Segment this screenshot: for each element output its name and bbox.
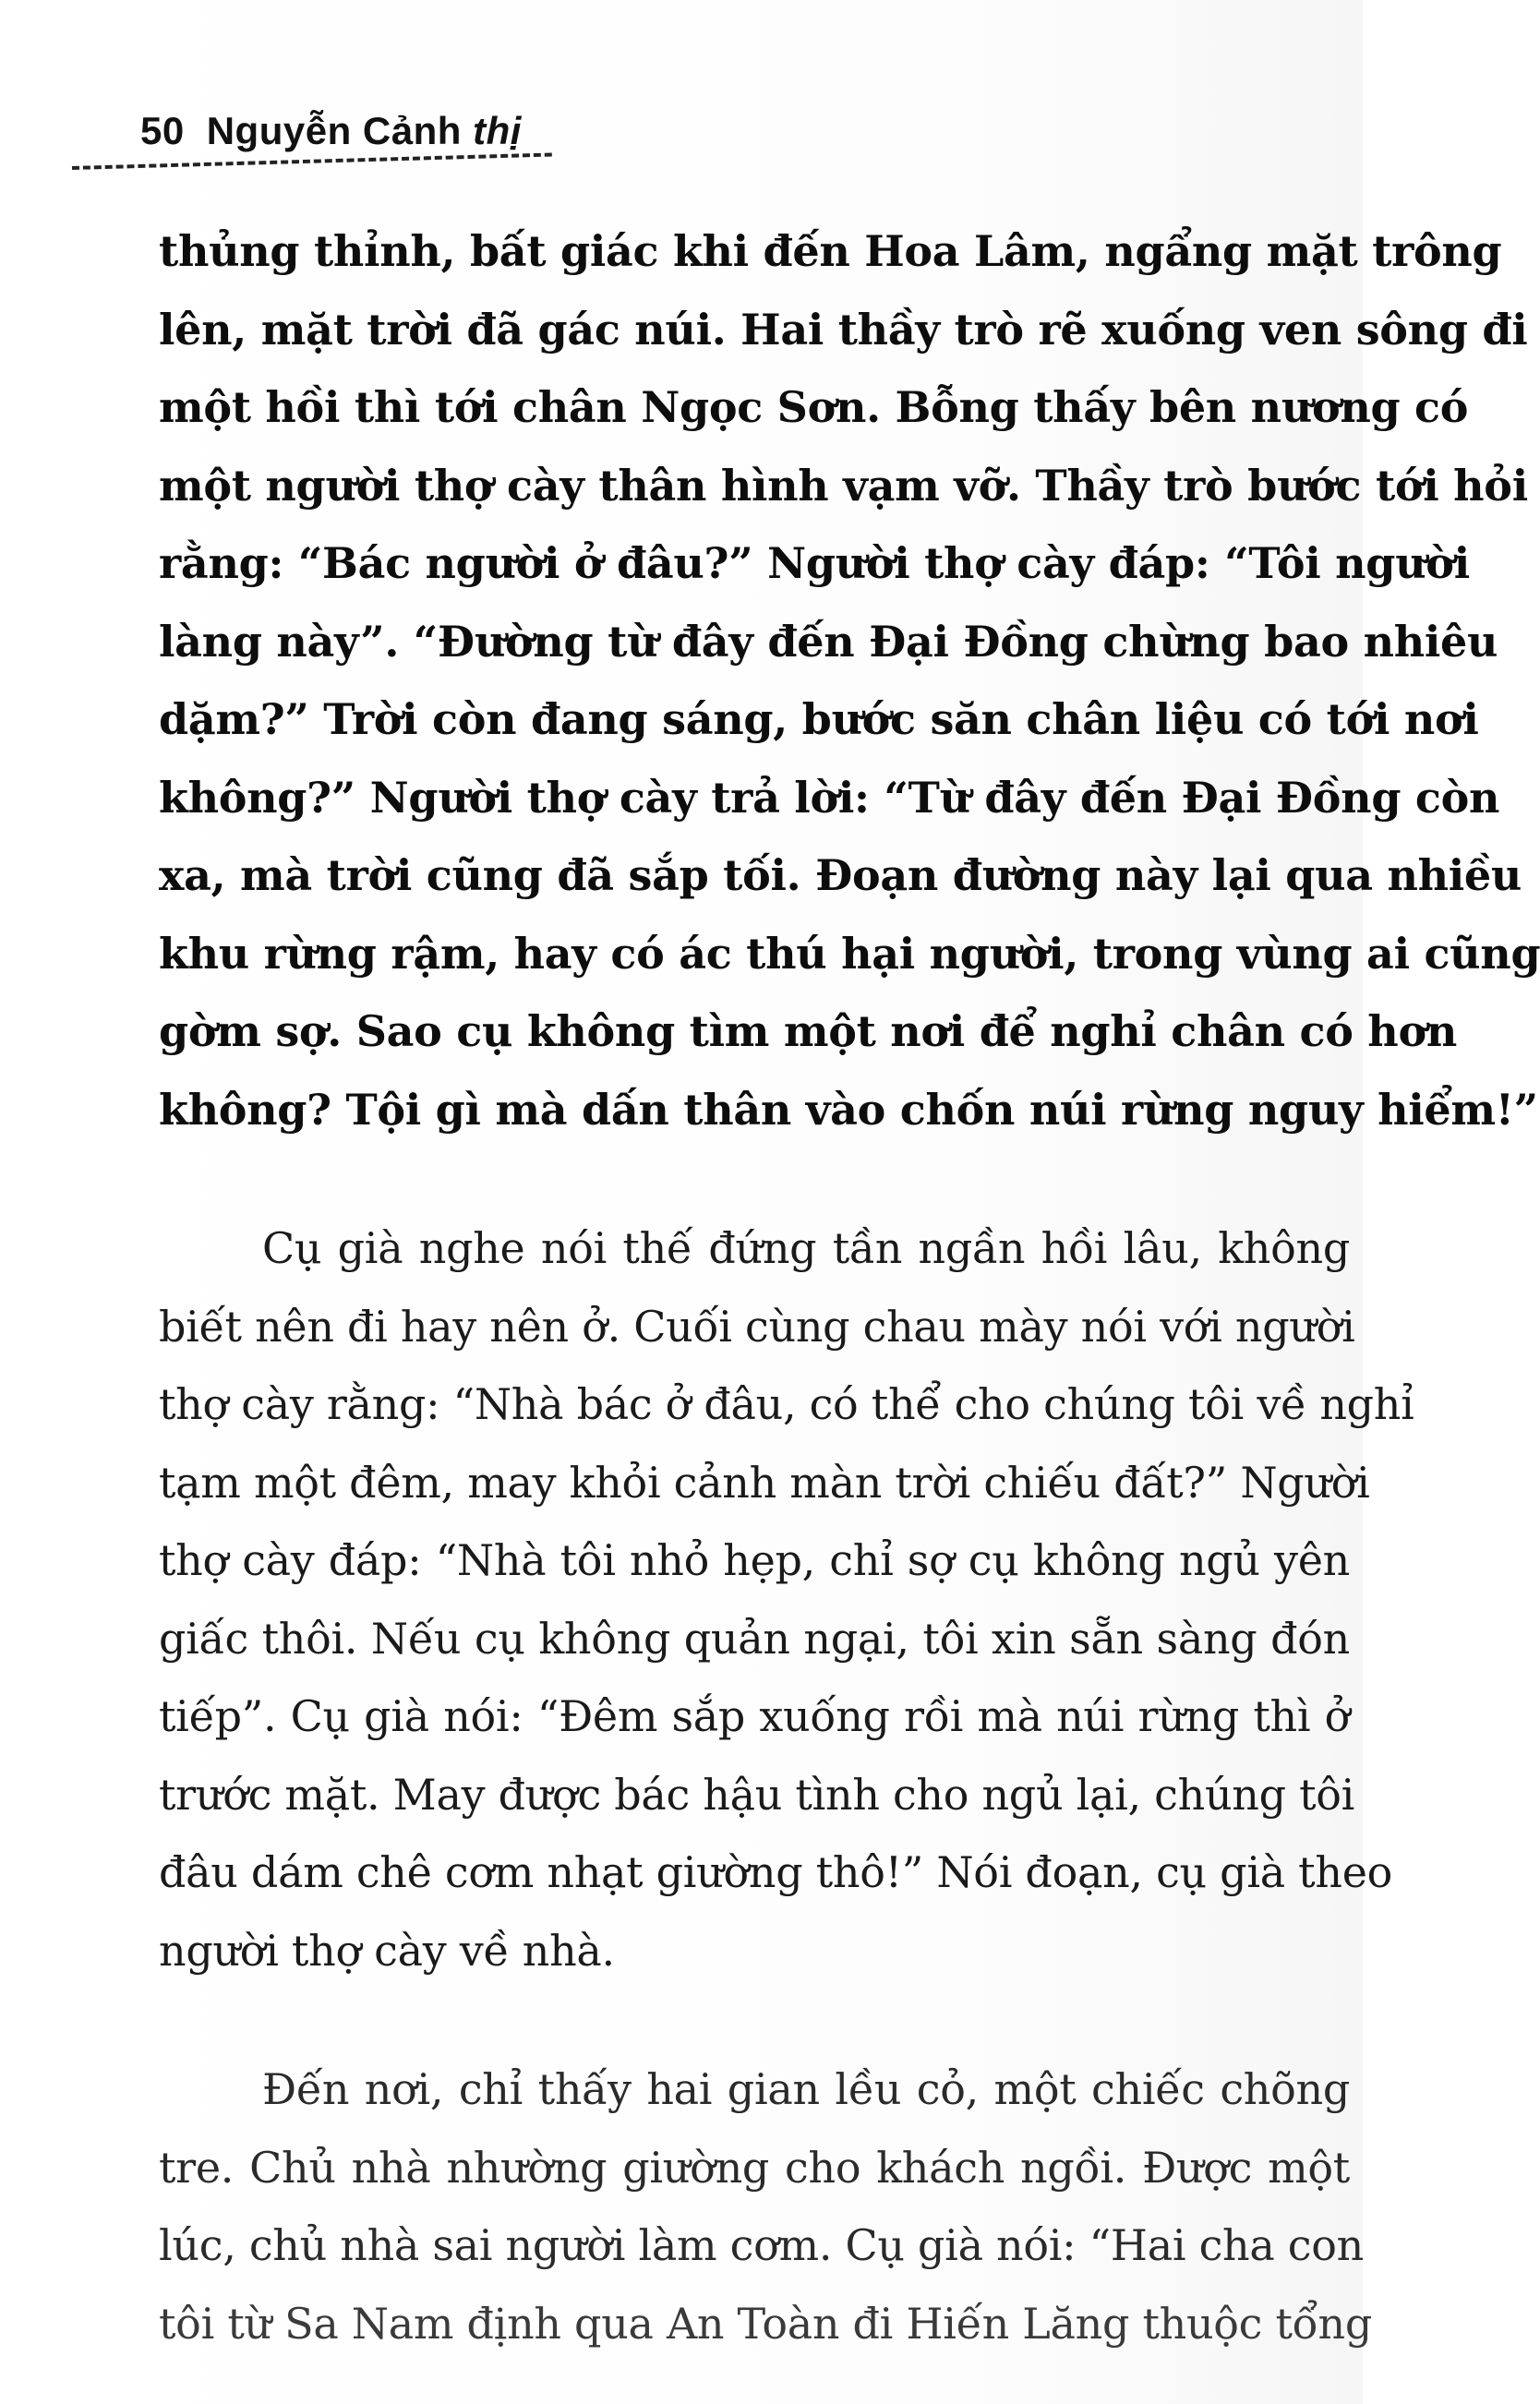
text-line: biết nên đi hay nên ở. Cuối cùng chau mày nói với người (159, 1301, 1355, 1352)
text-line: gờm sợ. Sao cụ không tìm một nơi để nghỉ chân có hơn (159, 1006, 1457, 1056)
text-line: một người thợ cày thân hình vạm vỡ. Thầy trò bước tới hỏi (159, 460, 1528, 511)
text-line: làng này”. “Đường từ đây đến Đại Đồng chừng bao nhiêu (159, 616, 1498, 667)
page-number: 50 (140, 109, 185, 152)
running-header (140, 109, 522, 153)
text-line: lúc, chủ nhà sai người làm cơm. Cụ già nói: “Hai cha con (159, 2220, 1364, 2270)
text-line: tôi từ Sa Nam định qua An Toàn đi Hiến Lăng thuộc tổng (159, 2298, 1372, 2349)
text-line: không?” Người thợ cày trả lời: “Từ đây đến Đại Đồng còn (159, 772, 1500, 823)
paragraph-spacer (159, 1989, 1350, 2050)
text-line: rằng: “Bác người ở đâu?” Người thợ cày đáp: “Tôi người (159, 538, 1470, 588)
text-line: người thợ cày về nhà. (159, 1925, 615, 1976)
text-line: Cụ già nghe nói thế đứng tần ngần hồi lâu, không (262, 1223, 1350, 1273)
book-title: Nguyễn Cảnh (206, 109, 462, 152)
text-line: giấc thôi. Nếu cụ không quản ngại, tôi xin sẵn sàng đón (159, 1613, 1350, 1664)
text-line: không? Tội gì mà dấn thân vào chốn núi rừng nguy hiểm!” (159, 1084, 1538, 1135)
text-line: xa, mà trời cũng đã sắp tối. Đoạn đường này lại qua nhiều (159, 850, 1522, 900)
book-title-suffix: thị (473, 109, 522, 152)
text-line: tạm một đêm, may khỏi cảnh màn trời chiếu đất?” Người (159, 1457, 1370, 1508)
paragraph-3 (159, 2050, 1372, 2362)
text-line: đâu dám chê cơm nhạt giường thô!” Nói đoạn, cụ già theo (159, 1847, 1393, 1897)
paragraph-spacer (159, 1148, 1350, 1209)
paragraph-2 (159, 1209, 1414, 1989)
text-line: thủng thỉnh, bất giác khi đến Hoa Lâm, ngẩng mặt trông (159, 226, 1502, 276)
text-line: tre. Chủ nhà nhường giường cho khách ngồi. Được một (159, 2142, 1350, 2193)
text-line: tiếp”. Cụ già nói: “Đêm sắp xuống rồi mà núi rừng thì ở (159, 1691, 1350, 1741)
header-dashed-rule (72, 152, 552, 170)
text-line: lên, mặt trời đã gác núi. Hai thầy trò rẽ xuống ven sông đi (159, 304, 1528, 355)
text-line: dặm?” Trời còn đang sáng, bước săn chân liệu có tới nơi (159, 694, 1479, 744)
text-line: thợ cày rằng: “Nhà bác ở đâu, có thể cho chúng tôi về nghỉ (159, 1379, 1414, 1429)
text-line: khu rừng rậm, hay có ác thú hại người, trong vùng ai cũng (159, 928, 1540, 979)
text-line: Đến nơi, chỉ thấy hai gian lều cỏ, một chiếc chõng (262, 2064, 1350, 2114)
paragraph-1 (159, 212, 1540, 1148)
text-line: một hồi thì tới chân Ngọc Sơn. Bỗng thấy bên nương có (159, 382, 1469, 432)
text-line: thợ cày đáp: “Nhà tôi nhỏ hẹp, chỉ sợ cụ không ngủ yên (159, 1535, 1350, 1585)
text-line: trước mặt. May được bác hậu tình cho ngủ lại, chúng tôi (159, 1769, 1355, 1820)
body-text (159, 212, 1540, 2362)
